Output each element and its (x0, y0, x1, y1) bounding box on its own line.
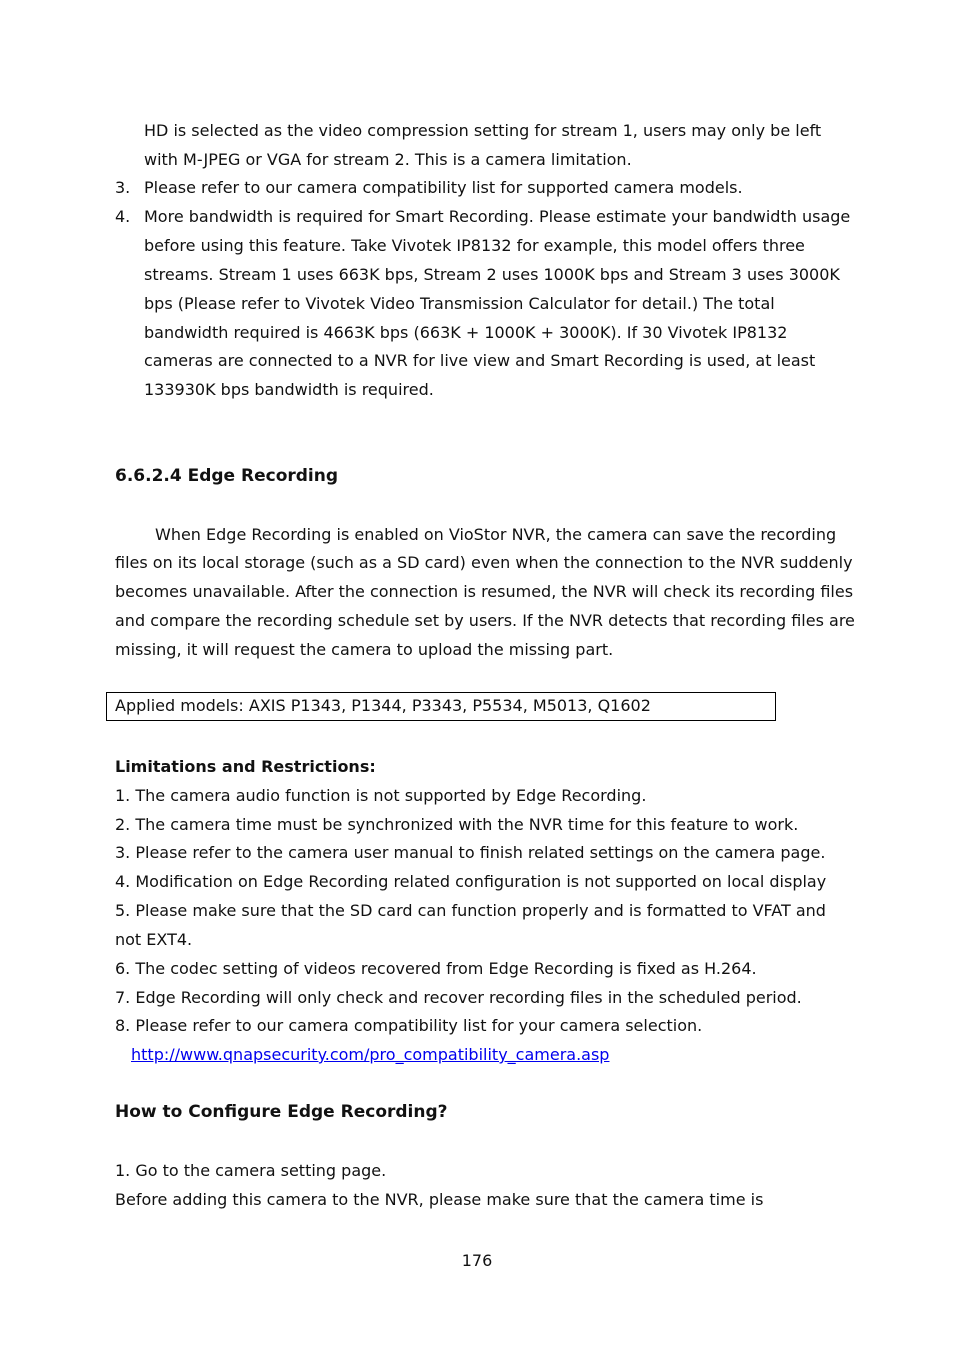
limitation-item: 3. Please refer to the camera user manual to finish related settings on the camera page. (115, 843, 826, 862)
limitation-item: 7. Edge Recording will only check and recover recording files in the scheduled period. (115, 988, 802, 1007)
limitation-item: not EXT4. (115, 930, 193, 949)
section-title: 6.6.2.4 Edge Recording (115, 466, 339, 486)
compatibility-link[interactable]: http://www.qnapsecurity.com/pro_compatibility_camera.asp (131, 1045, 610, 1064)
page-number: 176 (461, 1251, 493, 1270)
configure-text: Before adding this camera to the NVR, please make sure that the camera time is (115, 1190, 764, 1209)
list-item-text: More bandwidth is required for Smart Recording. Please estimate your bandwidth usage (144, 207, 851, 226)
limitation-item: 4. Modification on Edge Recording related configuration is not supported on local display (115, 872, 827, 891)
intro-continuation-line: HD is selected as the video compression setting for stream 1, users may only be left (144, 121, 822, 140)
list-item-text: cameras are connected to a NVR for live view and Smart Recording is used, at least (144, 351, 816, 370)
limitation-item: 6. The codec setting of videos recovered from Edge Recording is fixed as H.264. (115, 959, 757, 978)
list-item-text: 133930K bps bandwidth is required. (144, 380, 434, 399)
limitations-title: Limitations and Restrictions: (115, 757, 376, 776)
list-item-number: 4. (115, 207, 131, 226)
paragraph-line: When Edge Recording is enabled on VioStor NVR, the camera can save the recording (155, 525, 837, 544)
applied-models-text: Applied models: AXIS P1343, P1344, P3343, P5534, M5013, Q1602 (115, 696, 651, 715)
limitation-item: 2. The camera time must be synchronized with the NVR time for this feature to work. (115, 815, 799, 834)
list-item-text: bps (Please refer to Vivotek Video Transmission Calculator for detail.) The total (144, 294, 775, 313)
paragraph-line: becomes unavailable. After the connection is resumed, the NVR will check its recording files (115, 582, 854, 601)
configure-step: 1. Go to the camera setting page. (115, 1161, 387, 1180)
list-item-text: bandwidth required is 4663K bps (663K + 1000K + 3000K). If 30 Vivotek IP8132 (144, 323, 788, 342)
paragraph-line: missing, it will request the camera to upload the missing part. (115, 640, 614, 659)
list-item-text: Please refer to our camera compatibility list for supported camera models. (144, 178, 743, 197)
configure-title: How to Configure Edge Recording? (115, 1102, 448, 1122)
list-item-text: before using this feature. Take Vivotek IP8132 for example, this model offers three (144, 236, 805, 255)
limitation-item: 5. Please make sure that the SD card can function properly and is formatted to VFAT and (115, 901, 826, 920)
limitation-item: 1. The camera audio function is not supported by Edge Recording. (115, 786, 647, 805)
applied-models-box (106, 692, 776, 721)
intro-continuation-line: with M-JPEG or VGA for stream 2. This is a camera limitation. (144, 150, 632, 169)
list-item-number: 3. (115, 178, 131, 197)
list-item-text: streams. Stream 1 uses 663K bps, Stream 2 uses 1000K bps and Stream 3 uses 3000K (144, 265, 840, 284)
limitation-item: 8. Please refer to our camera compatibility list for your camera selection. (115, 1016, 703, 1035)
paragraph-line: files on its local storage (such as a SD card) even when the connection to the NVR suddenly (115, 553, 853, 572)
paragraph-line: and compare the recording schedule set by users. If the NVR detects that recording files are (115, 611, 855, 630)
